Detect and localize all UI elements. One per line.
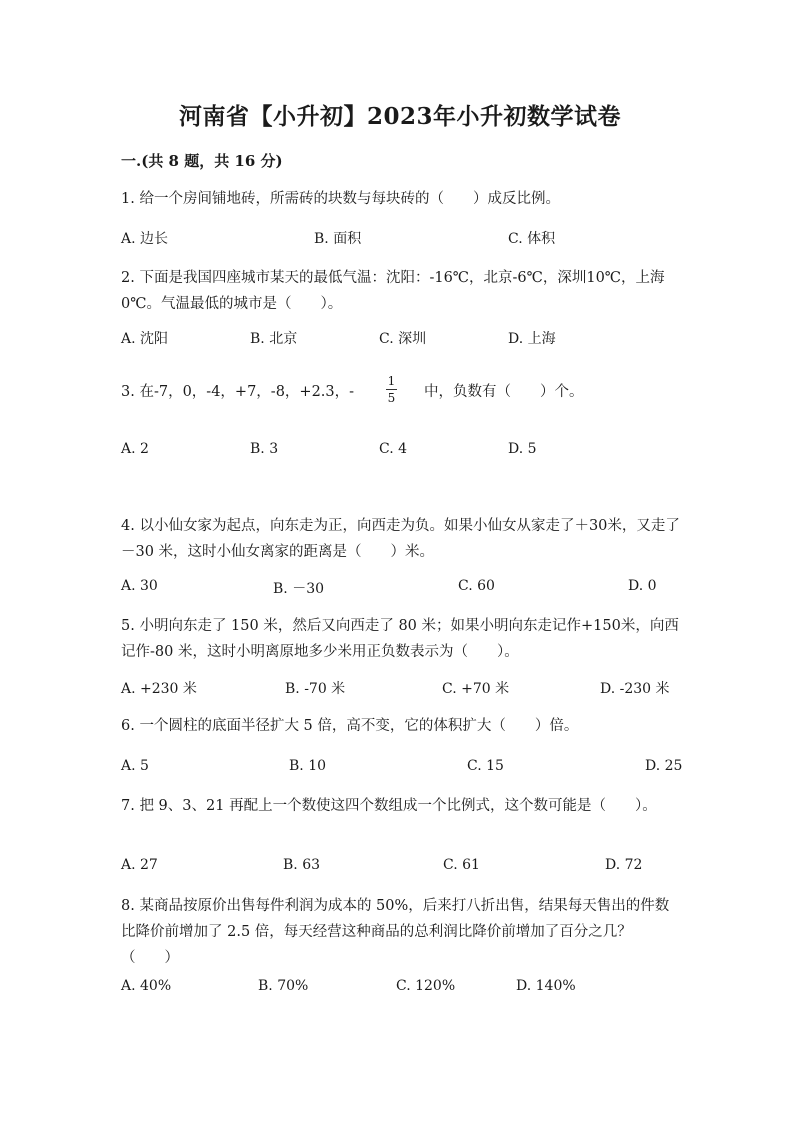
question-5-option-b[interactable]: B. -70 米 (285, 681, 346, 697)
question-4: 4. 以小仙女家为起点，向东走为正，向西走为负。如果小仙女从家走了＋30米，又走了－30 米，这时小仙女离家的距离是（ ）米。 (121, 518, 680, 560)
question-7-option-a[interactable]: A. 27 (121, 857, 158, 873)
question-2-option-b[interactable]: B. 北京 (250, 331, 298, 347)
question-8-option-d[interactable]: D. 140% (516, 978, 576, 994)
question-5: 5. 小明向东走了 150 米，然后又向西走了 80 米；如果小明向东走记作+150米，向西记作-80 米，这时小明离原地多少米用正负数表示为（ ）。 (121, 618, 679, 660)
question-5-option-c[interactable]: C. +70 米 (442, 681, 510, 697)
question-8-option-c[interactable]: C. 120% (396, 978, 456, 994)
fraction-numerator: 1 (387, 374, 396, 388)
question-1-option-b[interactable]: B. 面积 (314, 231, 362, 247)
question-5-option-d[interactable]: D. -230 米 (600, 681, 670, 697)
question-7-option-d[interactable]: D. 72 (605, 857, 643, 873)
question-3-text-after: 中，负数有（ ）个。 (424, 384, 584, 400)
question-6-option-b[interactable]: B. 10 (289, 758, 327, 774)
question-3-option-c[interactable]: C. 4 (379, 441, 408, 457)
question-3-option-b[interactable]: B. 3 (250, 441, 279, 457)
question-3-text-before: 3. 在-7，0，-4，+7，-8，+2.3，- (121, 384, 355, 400)
question-4-option-d[interactable]: D. 0 (628, 578, 657, 594)
question-6-option-a[interactable]: A. 5 (121, 758, 149, 774)
question-6: 6. 一个圆柱的底面半径扩大 5 倍，高不变，它的体积扩大（ ）倍。 (121, 718, 579, 734)
question-2-option-d[interactable]: D. 上海 (508, 331, 556, 347)
question-8-option-b[interactable]: B. 70% (258, 978, 309, 994)
question-2-option-c[interactable]: C. 深圳 (379, 331, 427, 347)
question-7-option-c[interactable]: C. 61 (443, 857, 480, 873)
question-3-option-a[interactable]: A. 2 (121, 441, 149, 457)
question-8-option-a[interactable]: A. 40% (121, 978, 172, 994)
question-4-option-a[interactable]: A. 30 (121, 578, 158, 594)
question-4-option-b[interactable]: B. －30 (273, 581, 325, 597)
page-title: 河南省【小升初】2023年小升初数学试卷 (178, 103, 621, 130)
question-3-fraction (386, 374, 397, 405)
question-1: 1. 给一个房间铺地砖，所需砖的块数与每块砖的（ ）成反比例。 (121, 191, 560, 207)
fraction-bar (386, 389, 397, 390)
question-2-option-a[interactable]: A. 沈阳 (121, 331, 169, 347)
question-7-option-b[interactable]: B. 63 (283, 857, 321, 873)
fraction-denominator: 5 (387, 391, 396, 405)
question-5-option-a[interactable]: A. +230 米 (121, 681, 197, 697)
section-heading: 一.(共 8 题，共 16 分) (121, 152, 283, 170)
question-1-option-c[interactable]: C. 体积 (508, 231, 556, 247)
question-6-option-c[interactable]: C. 15 (467, 758, 504, 774)
question-6-option-d[interactable]: D. 25 (645, 758, 683, 774)
question-4-option-c[interactable]: C. 60 (458, 578, 495, 594)
question-7: 7. 把 9、3、21 再配上一个数使这四个数组成一个比例式，这个数可能是（ ）。 (121, 798, 657, 814)
question-8: 8. 某商品按原价出售每件利润为成本的 50%，后来打八折出售，结果每天售出的件数比降价前增加了 2.5 倍，每天经营这种商品的总利润比降价前增加了百分之几？（ ） (121, 898, 670, 966)
question-3-option-d[interactable]: D. 5 (508, 441, 537, 457)
question-2: 2. 下面是我国四座城市某天的最低气温：沈阳：-16℃，北京-6℃，深圳10℃，上海 0℃。气温最低的城市是（ ）。 (121, 270, 665, 312)
question-1-option-a[interactable]: A. 边长 (121, 231, 169, 247)
